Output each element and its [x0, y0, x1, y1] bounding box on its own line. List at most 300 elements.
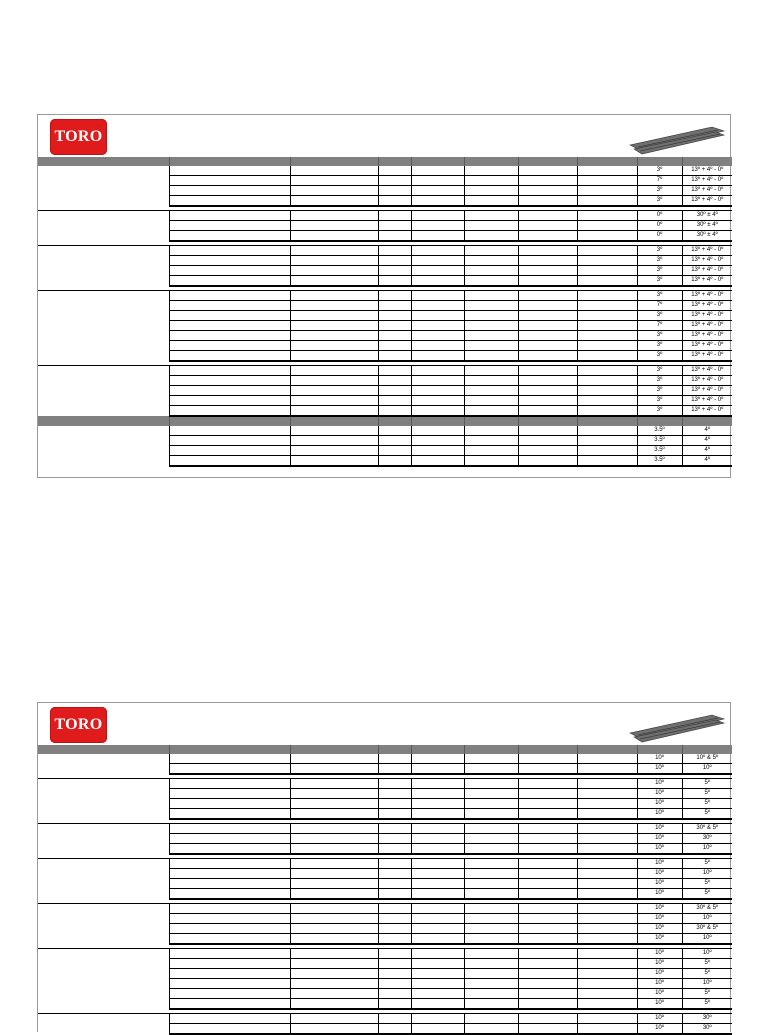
table-cell	[518, 266, 577, 276]
table-cell	[378, 924, 411, 934]
table-cell	[38, 869, 169, 879]
band-cell	[169, 745, 290, 754]
tolerance-cell: 13º + 4º - 0º	[682, 276, 732, 287]
table-cell	[577, 779, 637, 789]
spec-sheet-page-1	[37, 114, 731, 478]
table-cell	[378, 834, 411, 844]
table-cell	[38, 321, 169, 331]
table-cell	[290, 176, 378, 186]
table-cell	[38, 291, 169, 301]
table-cell	[378, 301, 411, 311]
band-cell	[38, 416, 169, 426]
table-cell	[411, 456, 464, 467]
table-row	[38, 969, 732, 979]
table-row	[38, 834, 732, 844]
section-band	[38, 157, 732, 166]
table-cell	[411, 196, 464, 207]
table-cell	[577, 914, 637, 924]
table-cell	[411, 231, 464, 242]
table-cell	[464, 904, 518, 914]
table-cell	[464, 1024, 518, 1035]
table-cell	[518, 904, 577, 914]
table-row	[38, 456, 732, 467]
table-cell	[378, 221, 411, 231]
table-cell	[411, 869, 464, 879]
table-cell	[518, 924, 577, 934]
band-cell	[518, 416, 577, 426]
table-cell	[518, 351, 577, 362]
tolerance-cell: 13º + 4º - 0º	[682, 291, 732, 301]
tolerance-cell: 30º	[682, 1014, 732, 1024]
table-cell	[518, 969, 577, 979]
tolerance-cell: 10º	[682, 869, 732, 879]
tolerance-cell: 30º & 5º	[682, 824, 732, 834]
table-cell	[411, 311, 464, 321]
table-cell	[38, 999, 169, 1010]
table-cell	[290, 809, 378, 820]
band-cell	[577, 416, 637, 426]
toro-logo: TORO	[50, 707, 107, 743]
table-cell	[290, 859, 378, 869]
tolerance-cell: 5º	[682, 879, 732, 889]
table-cell	[577, 834, 637, 844]
angle-cell: 3º	[637, 331, 682, 341]
table-cell	[38, 809, 169, 820]
table-cell	[411, 276, 464, 287]
table-cell	[290, 341, 378, 351]
table-cell	[290, 231, 378, 242]
table-cell	[378, 426, 411, 436]
angle-cell: 10º	[637, 969, 682, 979]
table-cell	[464, 231, 518, 242]
angle-cell: 10º	[637, 869, 682, 879]
table-row	[38, 924, 732, 934]
table-cell	[464, 246, 518, 256]
table-cell	[577, 166, 637, 176]
table-cell	[169, 396, 290, 406]
table-cell	[169, 834, 290, 844]
band-cell	[637, 745, 682, 754]
table-row	[38, 196, 732, 207]
band-cell	[169, 416, 290, 426]
table-cell	[464, 934, 518, 945]
angle-cell: 7º	[637, 176, 682, 186]
table-cell	[464, 789, 518, 799]
table-cell	[169, 809, 290, 820]
table-cell	[169, 924, 290, 934]
table-cell	[518, 824, 577, 834]
table-cell	[38, 789, 169, 799]
table-cell	[378, 904, 411, 914]
table-cell	[411, 834, 464, 844]
table-cell	[290, 999, 378, 1010]
angle-cell: 10º	[637, 1024, 682, 1035]
table-cell	[464, 301, 518, 311]
table-cell	[378, 186, 411, 196]
table-cell	[577, 196, 637, 207]
table-cell	[518, 331, 577, 341]
table-cell	[464, 1014, 518, 1024]
table-cell	[378, 351, 411, 362]
angle-cell: 10º	[637, 989, 682, 999]
band-cell	[411, 157, 464, 166]
band-cell	[577, 745, 637, 754]
table-cell	[464, 406, 518, 417]
tolerance-cell: 30º	[682, 1024, 732, 1035]
table-cell	[411, 291, 464, 301]
table-cell	[169, 331, 290, 341]
tolerance-cell: 13º + 4º - 0º	[682, 196, 732, 207]
table-cell	[577, 266, 637, 276]
table-cell	[518, 221, 577, 231]
table-row	[38, 889, 732, 900]
band-cell	[637, 416, 682, 426]
table-cell	[290, 386, 378, 396]
table-cell	[290, 799, 378, 809]
tolerance-cell: 13º + 4º - 0º	[682, 321, 732, 331]
angle-cell: 0º	[637, 231, 682, 242]
angle-cell: 10º	[637, 824, 682, 834]
table-cell	[169, 256, 290, 266]
table-cell	[518, 386, 577, 396]
tolerance-cell: 13º + 4º - 0º	[682, 266, 732, 276]
table-cell	[38, 764, 169, 775]
table-cell	[464, 844, 518, 855]
table-cell	[169, 211, 290, 221]
table-cell	[518, 754, 577, 764]
table-cell	[290, 266, 378, 276]
table-cell	[169, 969, 290, 979]
table-cell	[38, 386, 169, 396]
angle-cell: 10º	[637, 949, 682, 959]
table-row	[38, 231, 732, 242]
table-cell	[464, 799, 518, 809]
table-cell	[518, 989, 577, 999]
table-cell	[38, 879, 169, 889]
table-row	[38, 311, 732, 321]
table-cell	[518, 779, 577, 789]
table-cell	[411, 779, 464, 789]
table-row	[38, 879, 732, 889]
table-row	[38, 949, 732, 959]
band-cell	[411, 745, 464, 754]
band-cell	[682, 745, 732, 754]
table-cell	[577, 406, 637, 417]
table-cell	[169, 246, 290, 256]
table-cell	[378, 311, 411, 321]
angle-cell: 3º	[637, 406, 682, 417]
table-cell	[464, 176, 518, 186]
table-cell	[411, 809, 464, 820]
table-row	[38, 276, 732, 287]
table-cell	[464, 166, 518, 176]
table-cell	[577, 1014, 637, 1024]
table-cell	[169, 1024, 290, 1035]
table-cell	[378, 979, 411, 989]
table-row	[38, 166, 732, 176]
table-row	[38, 256, 732, 266]
table-cell	[411, 376, 464, 386]
table-cell	[290, 879, 378, 889]
band-cell	[290, 745, 378, 754]
table-cell	[169, 889, 290, 900]
table-cell	[577, 276, 637, 287]
table-cell	[518, 959, 577, 969]
table-cell	[577, 754, 637, 764]
table-cell	[378, 949, 411, 959]
table-cell	[577, 949, 637, 959]
table-cell	[169, 754, 290, 764]
angle-cell: 10º	[637, 789, 682, 799]
table-row	[38, 176, 732, 186]
band-cell	[378, 157, 411, 166]
table-cell	[577, 879, 637, 889]
table-cell	[38, 301, 169, 311]
table-cell	[411, 426, 464, 436]
tolerance-cell: 10º & 5º	[682, 754, 732, 764]
table-cell	[378, 256, 411, 266]
tolerance-cell: 4º	[682, 436, 732, 446]
tolerance-cell: 13º + 4º - 0º	[682, 246, 732, 256]
table-cell	[169, 979, 290, 989]
table-cell	[378, 341, 411, 351]
band-cell	[577, 157, 637, 166]
table-cell	[411, 246, 464, 256]
table-cell	[169, 386, 290, 396]
table-row	[38, 904, 732, 914]
table-cell	[464, 764, 518, 775]
band-cell	[518, 745, 577, 754]
tolerance-cell: 30º	[682, 834, 732, 844]
table-cell	[577, 869, 637, 879]
table-cell	[411, 934, 464, 945]
table-cell	[378, 999, 411, 1010]
angle-cell: 3º	[637, 376, 682, 386]
table-cell	[411, 799, 464, 809]
table-cell	[411, 301, 464, 311]
angle-cell: 7º	[637, 301, 682, 311]
tolerance-cell: 13º + 4º - 0º	[682, 386, 732, 396]
table-cell	[169, 869, 290, 879]
table-cell	[464, 446, 518, 456]
table-cell	[518, 446, 577, 456]
table-cell	[518, 859, 577, 869]
tolerance-cell: 5º	[682, 789, 732, 799]
angle-cell: 10º	[637, 959, 682, 969]
table-cell	[577, 246, 637, 256]
table-cell	[38, 934, 169, 945]
table-cell	[411, 331, 464, 341]
table-cell	[577, 341, 637, 351]
table-cell	[464, 809, 518, 820]
table-cell	[411, 844, 464, 855]
table-cell	[169, 859, 290, 869]
section-band	[38, 416, 732, 426]
table-cell	[518, 366, 577, 376]
table-cell	[577, 176, 637, 186]
table-cell	[577, 764, 637, 775]
table-cell	[378, 266, 411, 276]
tolerance-cell: 10º	[682, 914, 732, 924]
table-cell	[290, 834, 378, 844]
table-cell	[577, 446, 637, 456]
table-cell	[518, 934, 577, 945]
angle-cell: 3.5º	[637, 456, 682, 467]
table-cell	[518, 426, 577, 436]
table-cell	[378, 789, 411, 799]
table-cell	[411, 341, 464, 351]
table-cell	[411, 914, 464, 924]
table-cell	[169, 376, 290, 386]
table-cell	[411, 949, 464, 959]
table-row	[38, 211, 732, 221]
table-cell	[464, 859, 518, 869]
table-row	[38, 291, 732, 301]
table-cell	[38, 196, 169, 207]
table-cell	[464, 889, 518, 900]
table-cell	[38, 186, 169, 196]
table-cell	[38, 754, 169, 764]
table-cell	[169, 456, 290, 467]
tolerance-cell: 5º	[682, 959, 732, 969]
table-cell	[169, 824, 290, 834]
angle-cell: 3º	[637, 196, 682, 207]
tolerance-cell: 13º + 4º - 0º	[682, 301, 732, 311]
table-cell	[378, 889, 411, 900]
table-cell	[38, 396, 169, 406]
table-cell	[38, 979, 169, 989]
table-cell	[518, 376, 577, 386]
table-cell	[464, 351, 518, 362]
table-cell	[518, 869, 577, 879]
table-cell	[378, 844, 411, 855]
table-cell	[464, 834, 518, 844]
table-cell	[378, 406, 411, 417]
table-cell	[464, 266, 518, 276]
angle-cell: 10º	[637, 979, 682, 989]
tolerance-cell: 10º	[682, 949, 732, 959]
table-cell	[38, 456, 169, 467]
tolerance-cell: 5º	[682, 859, 732, 869]
table-cell	[290, 256, 378, 266]
table-cell	[518, 914, 577, 924]
angle-cell: 0º	[637, 221, 682, 231]
angle-cell: 10º	[637, 934, 682, 945]
table-cell	[38, 799, 169, 809]
table-row	[38, 844, 732, 855]
table-row	[38, 301, 732, 311]
angle-cell: 3.5º	[637, 426, 682, 436]
table-row	[38, 366, 732, 376]
table-cell	[518, 176, 577, 186]
table-cell	[577, 934, 637, 945]
table-row	[38, 959, 732, 969]
table-row	[38, 221, 732, 231]
table-cell	[38, 779, 169, 789]
angle-cell: 3º	[637, 291, 682, 301]
table-cell	[290, 934, 378, 945]
table-cell	[411, 764, 464, 775]
table-cell	[290, 1014, 378, 1024]
table-row	[38, 376, 732, 386]
table-cell	[169, 266, 290, 276]
tolerance-cell: 5º	[682, 779, 732, 789]
table-cell	[464, 211, 518, 221]
table-cell	[518, 949, 577, 959]
table-row	[38, 436, 732, 446]
table-cell	[38, 436, 169, 446]
table-row	[38, 186, 732, 196]
section-band	[38, 745, 732, 754]
angle-cell: 3º	[637, 341, 682, 351]
table-cell	[378, 176, 411, 186]
table-cell	[411, 396, 464, 406]
angle-cell: 10º	[637, 799, 682, 809]
table-cell	[290, 869, 378, 879]
table-cell	[290, 436, 378, 446]
table-cell	[577, 426, 637, 436]
table-row	[38, 934, 732, 945]
table-cell	[518, 321, 577, 331]
table-cell	[38, 859, 169, 869]
tolerance-cell: 30º & 5º	[682, 924, 732, 934]
angle-cell: 3º	[637, 366, 682, 376]
spec-table	[38, 745, 732, 1035]
table-row	[38, 754, 732, 764]
table-cell	[378, 246, 411, 256]
band-cell	[378, 745, 411, 754]
table-cell	[38, 904, 169, 914]
table-row	[38, 351, 732, 362]
tolerance-cell: 5º	[682, 799, 732, 809]
table-cell	[290, 276, 378, 287]
tolerance-cell: 13º + 4º - 0º	[682, 176, 732, 186]
band-cell	[682, 416, 732, 426]
table-cell	[378, 934, 411, 945]
angle-cell: 3º	[637, 311, 682, 321]
table-row	[38, 266, 732, 276]
table-cell	[290, 779, 378, 789]
table-cell	[169, 321, 290, 331]
band-cell	[290, 157, 378, 166]
table-cell	[411, 969, 464, 979]
table-cell	[290, 426, 378, 436]
table-row	[38, 824, 732, 834]
table-cell	[38, 924, 169, 934]
tolerance-cell: 4º	[682, 456, 732, 467]
table-cell	[518, 311, 577, 321]
table-cell	[464, 979, 518, 989]
spec-table	[38, 157, 732, 467]
table-cell	[378, 331, 411, 341]
table-cell	[411, 211, 464, 221]
table-cell	[378, 754, 411, 764]
table-cell	[378, 779, 411, 789]
table-cell	[518, 406, 577, 417]
table-cell	[290, 211, 378, 221]
table-cell	[169, 221, 290, 231]
table-cell	[38, 959, 169, 969]
table-cell	[518, 211, 577, 221]
tolerance-cell: 13º + 4º - 0º	[682, 256, 732, 266]
table-cell	[38, 376, 169, 386]
table-cell	[378, 196, 411, 207]
table-cell	[378, 231, 411, 242]
table-cell	[464, 386, 518, 396]
tolerance-cell: 30º ± 4º	[682, 231, 732, 242]
table-cell	[518, 436, 577, 446]
table-row	[38, 859, 732, 869]
